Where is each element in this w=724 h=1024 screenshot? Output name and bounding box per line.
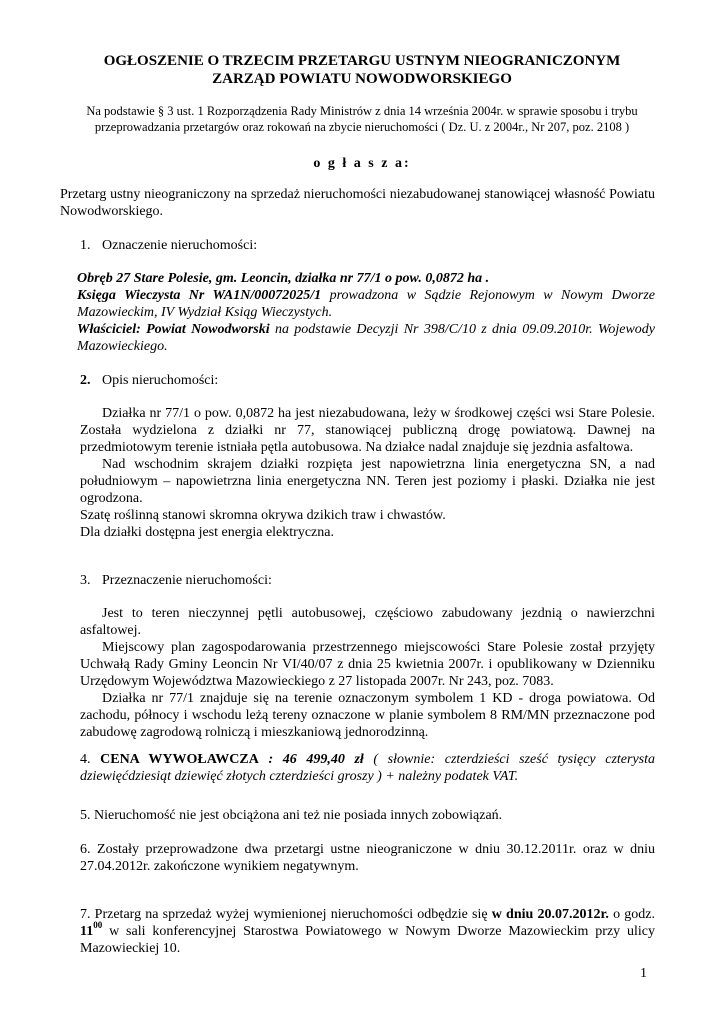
land-register-text: prowadzona w Sądzie Rejonowym w Nowym Dworze Mazowieckim, IV Wydział Ksiąg Wieczystych. xyxy=(77,288,655,320)
property-designation xyxy=(77,270,655,355)
land-register-label: Księga Wieczysta Nr WA1N/00072025/1 xyxy=(77,288,322,303)
tender-minutes: 00 xyxy=(93,920,103,931)
purpose-paragraph-2: Miejscowy plan zagospodarowania przestrzennego miejscowości Stare Polesie został przyjęty Uchwałą Rady Gminy Leoncin Nr VI/40/07 z dnia 25 kwietnia 2007r. i opublikowany w Dzienniku Urzędowym Województwa Mazowieckiego z 27 listopada 2007r. Nr 243, poz. 7083. xyxy=(80,640,655,689)
description-paragraph-3: Szatę roślinną stanowi skromna okrywa dzikich traw i chwastów. xyxy=(80,508,446,523)
property-purpose xyxy=(80,605,655,741)
description-paragraph-2: Nad wschodnim skrajem działki rozpięta jest napowietrzna linia energetyczna SN, a nad południowym – napowietrzna linia energetyczna NN. Teren jest poziomy i płaski. Działka nie jest ogrodzona. xyxy=(80,457,655,506)
intro-paragraph: Przetarg ustny nieograniczony na sprzedaż nieruchomości niezabudowanej stanowiącej własność Powiatu Nowodworskiego. xyxy=(60,187,655,219)
owner-text: na podstawie Decyzji Nr 398/C/10 z dnia 09.09.2010r. Wojewody Mazowieckiego. xyxy=(77,322,655,354)
description-paragraph-4: Dla działki dostępna jest energia elektryczna. xyxy=(80,525,334,540)
section-1-heading xyxy=(80,237,257,254)
owner-label: Właściciel: Powiat Nowodworski xyxy=(77,322,270,337)
precinct-line: Obręb 27 Stare Polesie, gm. Leoncin, działka nr 77/1 o pow. 0,0872 ha . xyxy=(77,271,490,286)
property-description xyxy=(80,405,655,541)
description-paragraph-1: Działka nr 77/1 o pow. 0,0872 ha jest niezabudowana, leży w środkowej części wsi Stare Polesie. Została wydzielona z działki nr 77, stanowiącej publiczną drogę powiatową. Dawnej na przedmiotowym terenie istniała pętla autobusowa. Na działce nadal znajduje się jezdnia asfaltowa. xyxy=(80,406,655,455)
section-3-title: Przeznaczenie nieruchomości: xyxy=(102,573,272,588)
section-6-previous-tenders: 6. Zostały przeprowadzone dwa przetargi ustne nieograniczone w dniu 30.12.2011r. oraz w dniu 27.04.2012r. zakończone wynikiem negatywnym. xyxy=(80,842,655,874)
title-line-2: ZARZĄD POWIATU NOWODWORSKIEGO xyxy=(212,71,512,87)
section-4-price xyxy=(80,751,655,785)
legal-basis-line-1: Na podstawie § 3 ust. 1 Rozporządzenia Rady Ministrów z dnia 14 września 2004r. w sprawie sposobu i trybu xyxy=(86,104,638,118)
tender-date: w dniu 20.07.2012r. xyxy=(491,907,609,922)
section-2-heading xyxy=(80,372,218,389)
section-7-tender-date xyxy=(80,906,655,957)
title-line-1: OGŁOSZENIE O TRZECIM PRZETARGU USTNYM NIEOGRANICZONYM xyxy=(103,53,621,69)
announces-heading: o g ł a s z a: xyxy=(313,156,411,171)
tender-text-mid: o godz. xyxy=(608,907,655,922)
purpose-paragraph-1: Jest to teren nieczynnej pętli autobusowej, częściowo zabudowany jezdnią o nawierzchni asfaltowej. xyxy=(80,606,655,638)
legal-basis xyxy=(60,103,664,135)
tender-text-before: 7. Przetarg na sprzedaż wyżej wymienionej nieruchomości odbędzie się xyxy=(80,907,492,922)
tender-text-after: w sali konferencyjnej Starostwa Powiatowego w Nowym Dworze Mazowieckim przy ulicy Mazowieckiej 10. xyxy=(80,924,655,956)
starting-price-label: CENA WYWOŁAWCZA xyxy=(100,752,259,767)
tender-hour: 11 xyxy=(80,924,94,939)
document-title xyxy=(60,52,664,88)
section-2-number: 2. xyxy=(80,373,91,388)
section-2-title: Opis nieruchomości: xyxy=(102,373,219,388)
legal-basis-line-2: przeprowadzania przetargów oraz rokowań na zbycie nieruchomości ( Dz. U. z 2004r., Nr 207, poz. 2108 ) xyxy=(94,120,630,134)
section-3-number: 3. xyxy=(80,573,91,588)
section-4-number: 4. xyxy=(80,752,91,767)
starting-price-amount: : 46 499,40 zł xyxy=(258,752,364,767)
section-3-heading xyxy=(80,572,272,589)
purpose-paragraph-3: Działka nr 77/1 znajduje się na terenie oznaczonym symbolem 1 KD - droga powiatowa. Od zachodu, północy i wschodu leżą tereny oznaczone w planie symbolem 8 RM/MN przeznaczone pod zabudowę zagrodową rolniczą i mieszkaniową jednorodzinną. xyxy=(80,691,655,740)
section-5-encumbrance: 5. Nieruchomość nie jest obciążona ani też nie posiada innych zobowiązań. xyxy=(80,808,503,823)
section-1-title: Oznaczenie nieruchomości: xyxy=(102,238,258,253)
page-number: 1 xyxy=(640,966,647,981)
section-1-number: 1. xyxy=(80,238,91,253)
starting-price-words: ( słownie: czterdzieści sześć tysięcy czterysta dziewięćdziesiąt dziewięć złotych czterdzieści groszy ) + należny podatek VAT. xyxy=(80,752,655,784)
